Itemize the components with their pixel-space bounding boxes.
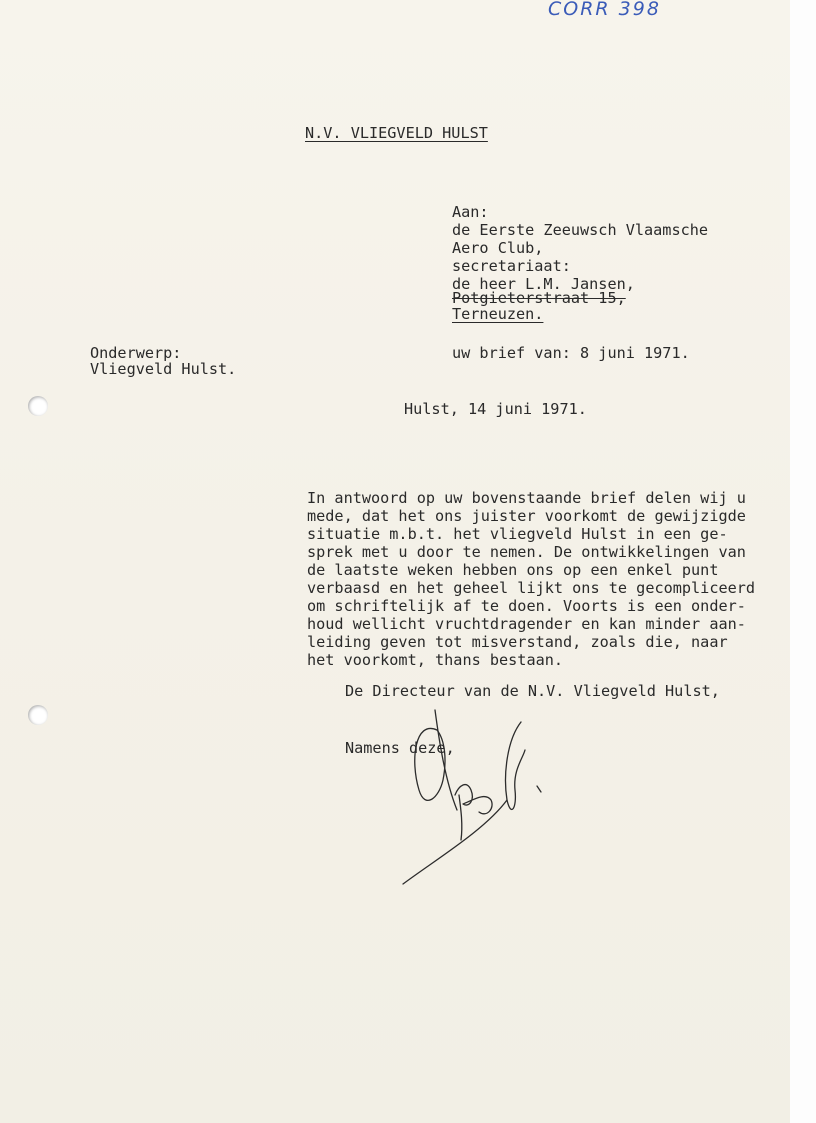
place-date: Hulst, 14 juni 1971. bbox=[404, 400, 587, 418]
signature-scribble bbox=[395, 700, 555, 890]
body-line: leiding geven tot misverstand, zoals die, naar bbox=[307, 633, 728, 651]
recipient-line: Aan: bbox=[452, 203, 489, 221]
recipient-line: de Eerste Zeeuwsch Vlaamsche bbox=[452, 221, 709, 239]
archive-mark: CORR 398 bbox=[548, 0, 661, 20]
closing-line: De Directeur van de N.V. Vliegveld Hulst, bbox=[345, 682, 720, 700]
recipient-line: Aero Club, bbox=[452, 239, 544, 257]
subject-label: Onderwerp: bbox=[90, 344, 182, 362]
recipient-city: Terneuzen. bbox=[452, 305, 544, 323]
punch-hole-lower bbox=[28, 705, 48, 725]
recipient-line: de heer L.M. Jansen, bbox=[452, 275, 635, 293]
punch-hole-upper bbox=[28, 396, 48, 416]
recipient-street: Potgieterstraat 15, bbox=[452, 289, 626, 307]
reference-line: uw brief van: 8 juni 1971. bbox=[452, 344, 690, 362]
body-line: om schriftelijk af te doen. Voorts is een onder- bbox=[307, 597, 746, 615]
body-line: verbaasd en het geheel lijkt ons te gecompliceerd bbox=[307, 579, 756, 597]
body-line: houd wellicht vruchtdragender en kan minder aan- bbox=[307, 615, 746, 633]
letterhead-title: N.V. VLIEGVELD HULST bbox=[305, 124, 488, 142]
recipient-line: secretariaat: bbox=[452, 257, 571, 275]
body-line: het voorkomt, thans bestaan. bbox=[307, 651, 564, 669]
body-line: situatie m.b.t. het vliegveld Hulst in een ge- bbox=[307, 525, 728, 543]
subject-value: Vliegveld Hulst. bbox=[90, 360, 237, 378]
body-line: mede, dat het ons juister voorkomt de gewijzigde bbox=[307, 507, 746, 525]
body-line: de laatste weken hebben ons op een enkel punt bbox=[307, 561, 719, 579]
signature-prefix: Namens deze, bbox=[345, 739, 455, 757]
scan-edge bbox=[790, 0, 816, 1123]
body-line: In antwoord op uw bovenstaande brief delen wij u bbox=[307, 489, 746, 507]
body-line: sprek met u door te nemen. De ontwikkelingen van bbox=[307, 543, 746, 561]
